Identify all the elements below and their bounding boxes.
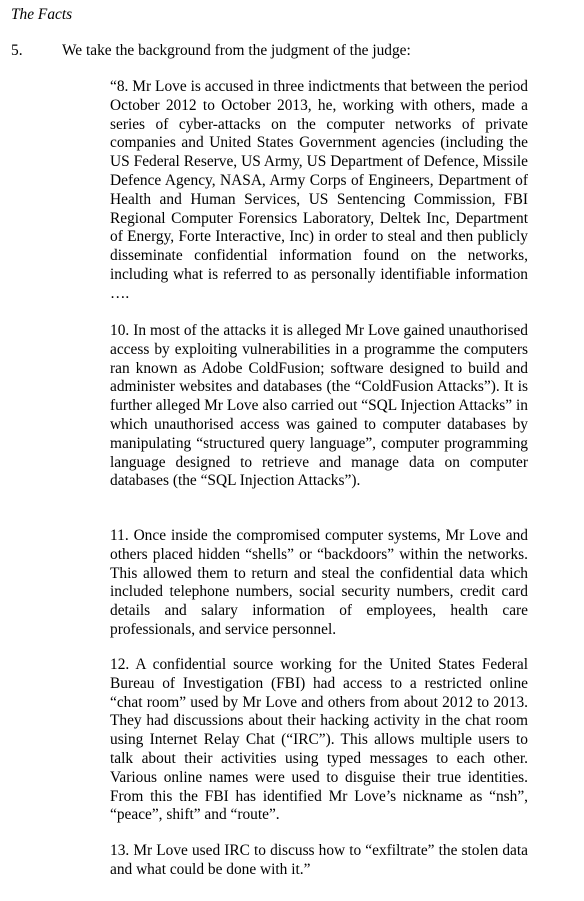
quote-paragraph-12: 12. A confidential source working for the United States Federal Bureau of Investigation (FBI) had access to a restricted online “chat room” used by Mr Love and others from about 2012 to 2013. They had discussions about their hacking activity in the chat room using Internet Relay Chat (“IRC”). This allows multiple users to talk about their activities using typed messages to each other. Various online names were used to disguise their true identities. From this the FBI has identified Mr Love’s nickname as “nsh”, “peace”, shift” and “route”. [110, 656, 528, 824]
quote-paragraph-13: 13. Mr Love used IRC to discuss how to “exfiltrate” the stolen data and what could be done with it.” [110, 842, 528, 878]
numbered-paragraph [11, 41, 571, 63]
quote-paragraph-8: “8. Mr Love is accused in three indictments that between the period October 2012 to October 2013, he, working with others, made a series of cyber-attacks on the computer networks of private companies and United States Government agencies (including the US Federal Reserve, US Army, US Department of Defence, Missile Defence Agency, NASA, Army Corps of Engineers, Department of Health and Human Services, US Sentencing Commission, FBI Regional Computer Forensics Laboratory, Deltek Inc, Department of Energy, Forte Interactive, Inc) in order to steal and then publicly disseminate confidential information found on the networks, including what is referred to as personally identifiable information …. [110, 78, 528, 302]
section-heading: The Facts [11, 6, 73, 23]
quote-paragraph-11: 11. Once inside the compromised computer systems, Mr Love and others placed hidden “shells” or “backdoors” within the networks. This allowed them to return and steal the confidential data which included telephone numbers, social security numbers, credit card details and salary information of employees, health care professionals, and service personnel. [110, 527, 528, 638]
paragraph-text: We take the background from the judgment of the judge: [62, 42, 411, 59]
quote-paragraph-10: 10. In most of the attacks it is alleged Mr Love gained unauthorised access by exploiting vulnerabilities in a programme the computers ran known as Adobe ColdFusion; software designed to build and administer websites and databases (the “ColdFusion Attacks”). It is further alleged Mr Love also carried out “SQL Injection Attacks” in which unauthorised access was gained to computer databases by manipulating “structured query language”, computer programming language designed to retrieve and manage data on computer databases (the “SQL Injection Attacks”). [110, 322, 528, 490]
paragraph-number: 5. [11, 42, 23, 59]
